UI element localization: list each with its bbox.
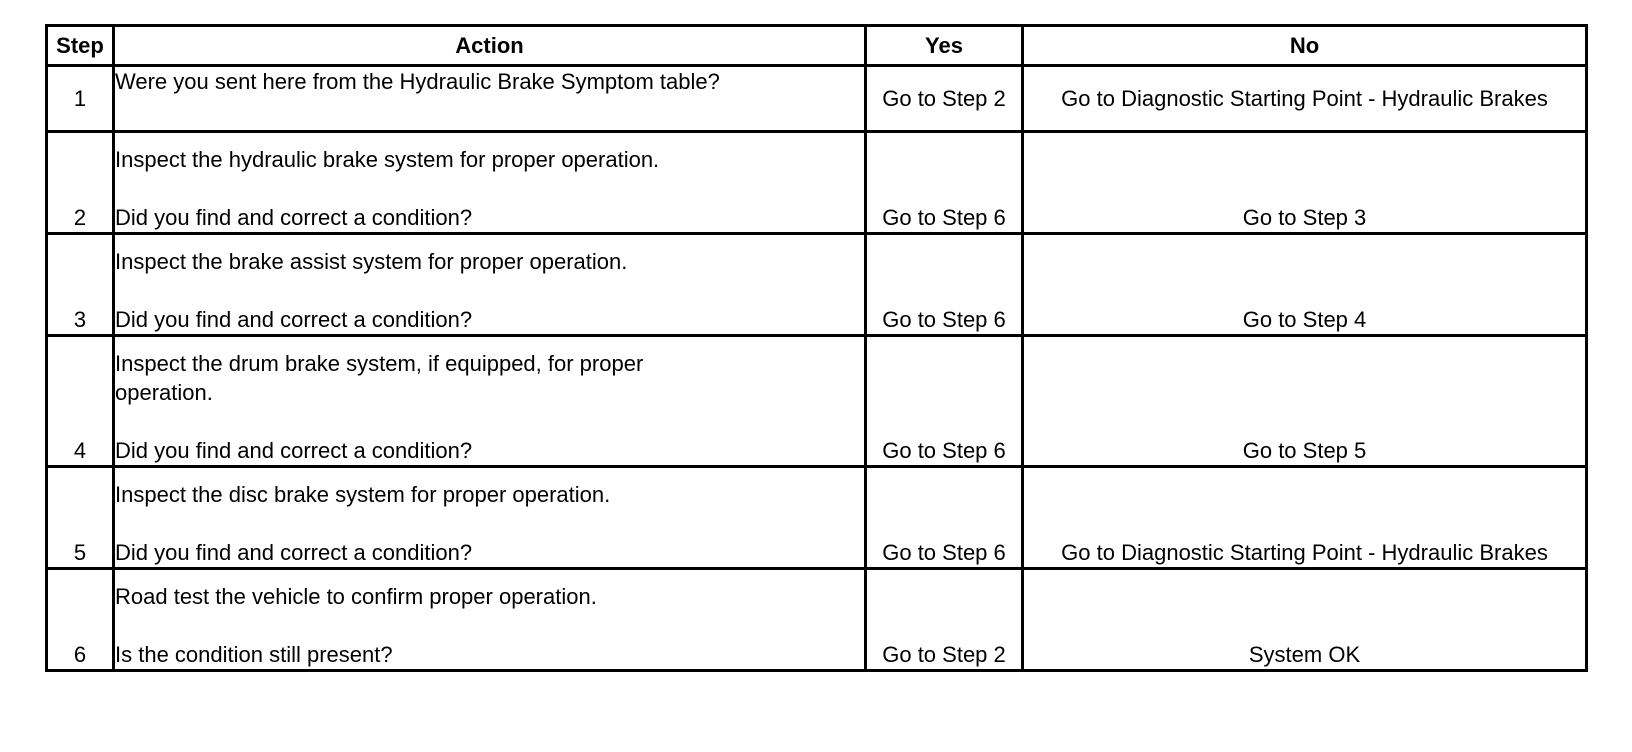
- yes-result: Go to Step 6: [866, 132, 1023, 234]
- no-result: System OK: [1023, 569, 1587, 671]
- action-cell: [114, 569, 866, 671]
- yes-result: Go to Step 6: [866, 467, 1023, 569]
- no-result: Go to Step 4: [1023, 234, 1587, 336]
- action-question: Did you find and correct a condition?: [115, 540, 473, 565]
- step-number: 2: [47, 132, 114, 234]
- no-result: Go to Step 5: [1023, 336, 1587, 467]
- action-cell: [114, 336, 866, 467]
- table-row: [47, 132, 1587, 234]
- yes-result: Go to Step 2: [866, 66, 1023, 132]
- action-instruction: Inspect the drum brake system, if equipped, for proper operation.: [115, 351, 644, 405]
- header-yes: Yes: [866, 26, 1023, 66]
- header-no: No: [1023, 26, 1587, 66]
- header-action: Action: [114, 26, 866, 66]
- action-cell: [114, 132, 866, 234]
- table-row: [47, 66, 1587, 132]
- action-cell: [114, 467, 866, 569]
- no-result: Go to Diagnostic Starting Point - Hydraulic Brakes: [1023, 467, 1587, 569]
- action-instruction: Were you sent here from the Hydraulic Brake Symptom table?: [115, 69, 720, 94]
- yes-result: Go to Step 6: [866, 336, 1023, 467]
- action-question: Is the condition still present?: [115, 642, 393, 667]
- no-result: Go to Diagnostic Starting Point - Hydraulic Brakes: [1023, 66, 1587, 132]
- table-row: [47, 569, 1587, 671]
- header-row: [47, 26, 1587, 66]
- step-number: 5: [47, 467, 114, 569]
- table-header: [47, 26, 1587, 66]
- action-question: Did you find and correct a condition?: [115, 438, 473, 463]
- action-cell: [114, 66, 866, 132]
- step-number: 4: [47, 336, 114, 467]
- header-step: Step: [47, 26, 114, 66]
- action-question: Did you find and correct a condition?: [115, 205, 473, 230]
- action-instruction: Inspect the hydraulic brake system for proper operation.: [115, 147, 660, 172]
- action-cell: [114, 234, 866, 336]
- table-row: [47, 467, 1587, 569]
- action-instruction: Inspect the brake assist system for proper operation.: [115, 249, 628, 274]
- action-instruction: Inspect the disc brake system for proper operation.: [115, 482, 611, 507]
- yes-result: Go to Step 6: [866, 234, 1023, 336]
- no-result: Go to Step 3: [1023, 132, 1587, 234]
- step-number: 3: [47, 234, 114, 336]
- step-number: 6: [47, 569, 114, 671]
- step-number: 1: [47, 66, 114, 132]
- action-instruction: Road test the vehicle to confirm proper operation.: [115, 584, 597, 609]
- table-body: [47, 66, 1587, 671]
- diagnostic-table: [45, 24, 1588, 672]
- action-question: Did you find and correct a condition?: [115, 307, 473, 332]
- yes-result: Go to Step 2: [866, 569, 1023, 671]
- table-row: [47, 234, 1587, 336]
- table-row: [47, 336, 1587, 467]
